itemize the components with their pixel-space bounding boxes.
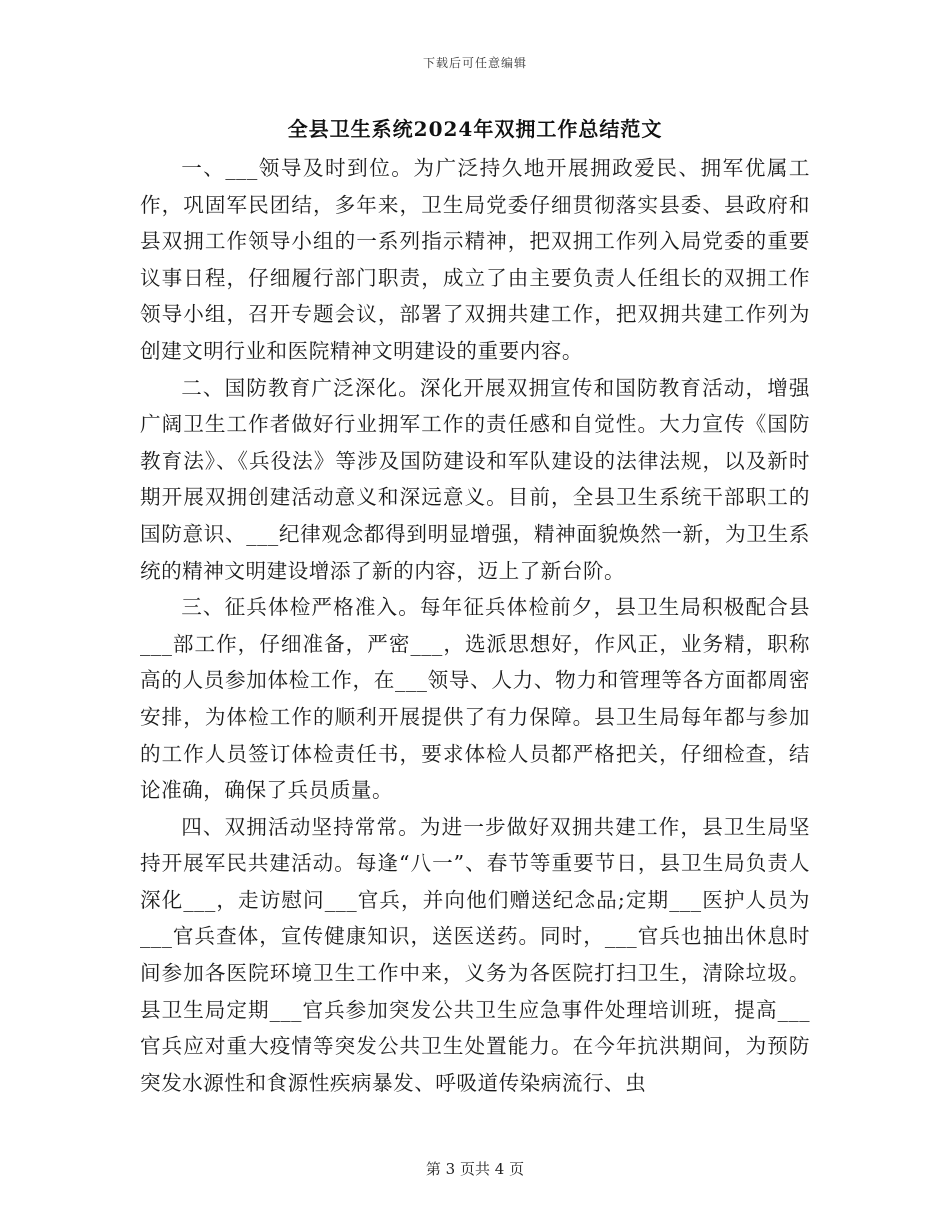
paragraph-4: 四、双拥活动坚持常常。为进一步做好双拥共建工作，县卫生局坚持开展军民共建活动。每逢“八一”、春节等重要节日，县卫生局负责人深化___，走访慰问___官兵，并向他们赠送纪念品;定期___医护人员为___官兵查体，宣传健康知识，送医送药。同时，___官兵也抽出休息时间参加各医院环境卫生工作中来，义务为各医院打扫卫生，清除垃圾。县卫生局定期___官兵参加突发公共卫生应急事件处理培训班，提高___官兵应对重大疫情等突发公共卫生处置能力。在今年抗洪期间，为预防突发水源性和食源性疾病暴发、呼吸道传染病流行、虫 bbox=[140, 814, 810, 1095]
page-indicator: 第 3 页共 4 页 bbox=[425, 1160, 525, 1178]
document-title: 全县卫生系统2024年双拥工作总结范文 bbox=[287, 117, 663, 141]
document-body bbox=[140, 150, 810, 1101]
paragraph-2: 二、国防教育广泛深化。深化开展双拥宣传和国防教育活动，增强广阔卫生工作者做好行业拥军工作的责任感和自觉性。大力宣传《国防教育法》、《兵役法》等涉及国防建设和军队建设的法律法规，以及新时期开展双拥创建活动意义和深远意义。目前，全县卫生系统干部职工的国防意识、___纪律观念都得到明显增强，精神面貌焕然一新，为卫生系统的精神文明建设增添了新的内容，迈上了新台阶。 bbox=[140, 375, 810, 583]
paragraph-1: 一、___领导及时到位。为广泛持久地开展拥政爱民、拥军优属工作，巩固军民团结，多年来，卫生局党委仔细贯彻落实县委、县政府和县双拥工作领导小组的一系列指示精神，把双拥工作列入局党委的重要议事日程，仔细履行部门职责，成立了由主要负责人任组长的双拥工作领导小组，召开专题会议，部署了双拥共建工作，把双拥共建工作列为创建文明行业和医院精神文明建设的重要内容。 bbox=[140, 156, 810, 363]
paragraph-3: 三、征兵体检严格准入。每年征兵体检前夕，县卫生局积极配合县___部工作，仔细准备，严密___，选派思想好，作风正，业务精，职称高的人员参加体检工作，在___领导、人力、物力和管理等各方面都周密安排，为体检工作的顺利开展提供了有力保障。县卫生局每年都与参加的工作人员签订体检责任书，要求体检人员都严格把关，仔细检查，结论准确，确保了兵员质量。 bbox=[140, 595, 810, 803]
header-note: 下载后可任意编辑 bbox=[422, 56, 527, 70]
